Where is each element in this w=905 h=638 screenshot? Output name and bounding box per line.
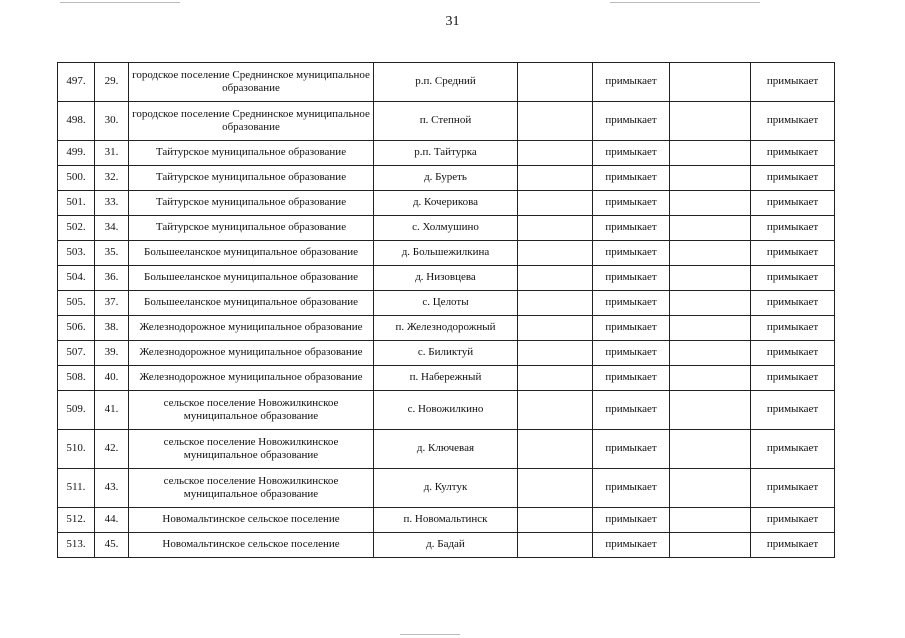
settlement-cell: р.п. Тайтурка [374,141,518,166]
page-number: 31 [445,14,460,29]
row-number-cell: 510. [58,430,95,469]
settlement-cell: д. Бадай [374,533,518,558]
column-5-cell [518,216,593,241]
settlement-cell: д. Кочерикова [374,191,518,216]
municipality-cell: сельское поселение Новожилкинское муниципальное образование [129,430,374,469]
column-5-cell [518,430,593,469]
adjoins-cell-2: примыкает [751,341,835,366]
municipality-cell: Железнодорожное муниципальное образование [129,316,374,341]
adjoins-cell: примыкает [593,216,670,241]
adjoins-cell-2: примыкает [751,141,835,166]
municipality-cell: Новомальтинское сельское поселение [129,533,374,558]
column-5-cell [518,166,593,191]
column-7-cell [670,391,751,430]
column-5-cell [518,341,593,366]
column-7-cell [670,430,751,469]
sub-number-cell: 31. [95,141,129,166]
column-7-cell [670,266,751,291]
adjoins-cell-2: примыкает [751,469,835,508]
adjoins-cell: примыкает [593,102,670,141]
table-row [58,316,835,341]
column-5-cell [518,102,593,141]
sub-number-cell: 34. [95,216,129,241]
scan-artifact [610,2,760,3]
column-7-cell [670,469,751,508]
sub-number-cell: 40. [95,366,129,391]
municipality-cell: Тайтурское муниципальное образование [129,216,374,241]
column-7-cell [670,533,751,558]
column-5-cell [518,241,593,266]
column-7-cell [670,341,751,366]
adjoins-cell-2: примыкает [751,533,835,558]
row-number-cell: 509. [58,391,95,430]
table-row [58,102,835,141]
row-number-cell: 500. [58,166,95,191]
column-5-cell [518,391,593,430]
column-5-cell [518,191,593,216]
sub-number-cell: 45. [95,533,129,558]
table-row [58,366,835,391]
adjoins-cell: примыкает [593,508,670,533]
adjoins-cell-2: примыкает [751,366,835,391]
adjoins-cell: примыкает [593,266,670,291]
row-number-cell: 505. [58,291,95,316]
municipality-cell: Новомальтинское сельское поселение [129,508,374,533]
adjoins-cell-2: примыкает [751,391,835,430]
sub-number-cell: 29. [95,63,129,102]
column-7-cell [670,241,751,266]
table-body [58,63,835,558]
column-7-cell [670,63,751,102]
adjoins-cell: примыкает [593,316,670,341]
settlements-table [57,62,835,558]
adjoins-cell-2: примыкает [751,63,835,102]
municipality-cell: Большееланское муниципальное образование [129,266,374,291]
column-7-cell [670,366,751,391]
municipality-cell: Железнодорожное муниципальное образование [129,341,374,366]
row-number-cell: 508. [58,366,95,391]
row-number-cell: 504. [58,266,95,291]
sub-number-cell: 43. [95,469,129,508]
sub-number-cell: 30. [95,102,129,141]
column-5-cell [518,266,593,291]
sub-number-cell: 42. [95,430,129,469]
row-number-cell: 506. [58,316,95,341]
settlement-cell: с. Биликтуй [374,341,518,366]
column-7-cell [670,102,751,141]
municipality-cell: Тайтурское муниципальное образование [129,191,374,216]
column-7-cell [670,166,751,191]
scan-artifact [60,2,180,3]
column-7-cell [670,141,751,166]
adjoins-cell-2: примыкает [751,216,835,241]
table-row [58,191,835,216]
adjoins-cell: примыкает [593,191,670,216]
settlement-cell: п. Новомальтинск [374,508,518,533]
settlement-cell: с. Целоты [374,291,518,316]
sub-number-cell: 36. [95,266,129,291]
settlement-cell: д. Большежилкина [374,241,518,266]
row-number-cell: 497. [58,63,95,102]
adjoins-cell-2: примыкает [751,430,835,469]
adjoins-cell: примыкает [593,63,670,102]
adjoins-cell-2: примыкает [751,508,835,533]
table-row [58,241,835,266]
table-row [58,63,835,102]
row-number-cell: 512. [58,508,95,533]
adjoins-cell: примыкает [593,291,670,316]
municipality-cell: Большееланское муниципальное образование [129,291,374,316]
adjoins-cell: примыкает [593,141,670,166]
adjoins-cell: примыкает [593,533,670,558]
column-7-cell [670,216,751,241]
column-7-cell [670,508,751,533]
municipality-cell: Тайтурское муниципальное образование [129,166,374,191]
table-row [58,391,835,430]
table-row [58,508,835,533]
sub-number-cell: 44. [95,508,129,533]
table-row [58,141,835,166]
settlement-cell: р.п. Средний [374,63,518,102]
settlement-cell: п. Степной [374,102,518,141]
adjoins-cell: примыкает [593,430,670,469]
settlement-cell: д. Ключевая [374,430,518,469]
settlement-cell: п. Железнодорожный [374,316,518,341]
column-7-cell [670,191,751,216]
sub-number-cell: 39. [95,341,129,366]
scan-artifact [400,634,460,635]
adjoins-cell-2: примыкает [751,166,835,191]
adjoins-cell-2: примыкает [751,291,835,316]
municipality-cell: Тайтурское муниципальное образование [129,141,374,166]
settlement-cell: д. Култук [374,469,518,508]
table-row [58,341,835,366]
settlement-cell: д. Низовцева [374,266,518,291]
table-row [58,216,835,241]
table-row [58,266,835,291]
row-number-cell: 502. [58,216,95,241]
table-row [58,166,835,191]
municipality-cell: Железнодорожное муниципальное образование [129,366,374,391]
row-number-cell: 511. [58,469,95,508]
column-5-cell [518,508,593,533]
municipality-cell: городское поселение Среднинское муниципальное образование [129,102,374,141]
municipality-cell: сельское поселение Новожилкинское муниципальное образование [129,469,374,508]
municipality-cell: Большееланское муниципальное образование [129,241,374,266]
row-number-cell: 513. [58,533,95,558]
adjoins-cell: примыкает [593,166,670,191]
row-number-cell: 501. [58,191,95,216]
column-7-cell [670,291,751,316]
table-row [58,291,835,316]
adjoins-cell: примыкает [593,391,670,430]
sub-number-cell: 37. [95,291,129,316]
row-number-cell: 498. [58,102,95,141]
column-5-cell [518,141,593,166]
adjoins-cell: примыкает [593,341,670,366]
sub-number-cell: 33. [95,191,129,216]
column-5-cell [518,291,593,316]
row-number-cell: 499. [58,141,95,166]
table-row [58,533,835,558]
adjoins-cell: примыкает [593,469,670,508]
settlement-cell: д. Буреть [374,166,518,191]
column-7-cell [670,316,751,341]
adjoins-cell-2: примыкает [751,316,835,341]
row-number-cell: 503. [58,241,95,266]
sub-number-cell: 38. [95,316,129,341]
municipality-cell: сельское поселение Новожилкинское муниципальное образование [129,391,374,430]
settlement-cell: с. Холмушино [374,216,518,241]
sub-number-cell: 32. [95,166,129,191]
column-5-cell [518,63,593,102]
column-5-cell [518,533,593,558]
column-5-cell [518,366,593,391]
adjoins-cell-2: примыкает [751,266,835,291]
settlement-cell: с. Новожилкино [374,391,518,430]
adjoins-cell: примыкает [593,366,670,391]
column-5-cell [518,469,593,508]
column-5-cell [518,316,593,341]
table-row [58,430,835,469]
adjoins-cell-2: примыкает [751,191,835,216]
municipality-cell: городское поселение Среднинское муниципальное образование [129,63,374,102]
adjoins-cell-2: примыкает [751,102,835,141]
table-row [58,469,835,508]
adjoins-cell-2: примыкает [751,241,835,266]
sub-number-cell: 41. [95,391,129,430]
adjoins-cell: примыкает [593,241,670,266]
row-number-cell: 507. [58,341,95,366]
sub-number-cell: 35. [95,241,129,266]
settlement-cell: п. Набережный [374,366,518,391]
